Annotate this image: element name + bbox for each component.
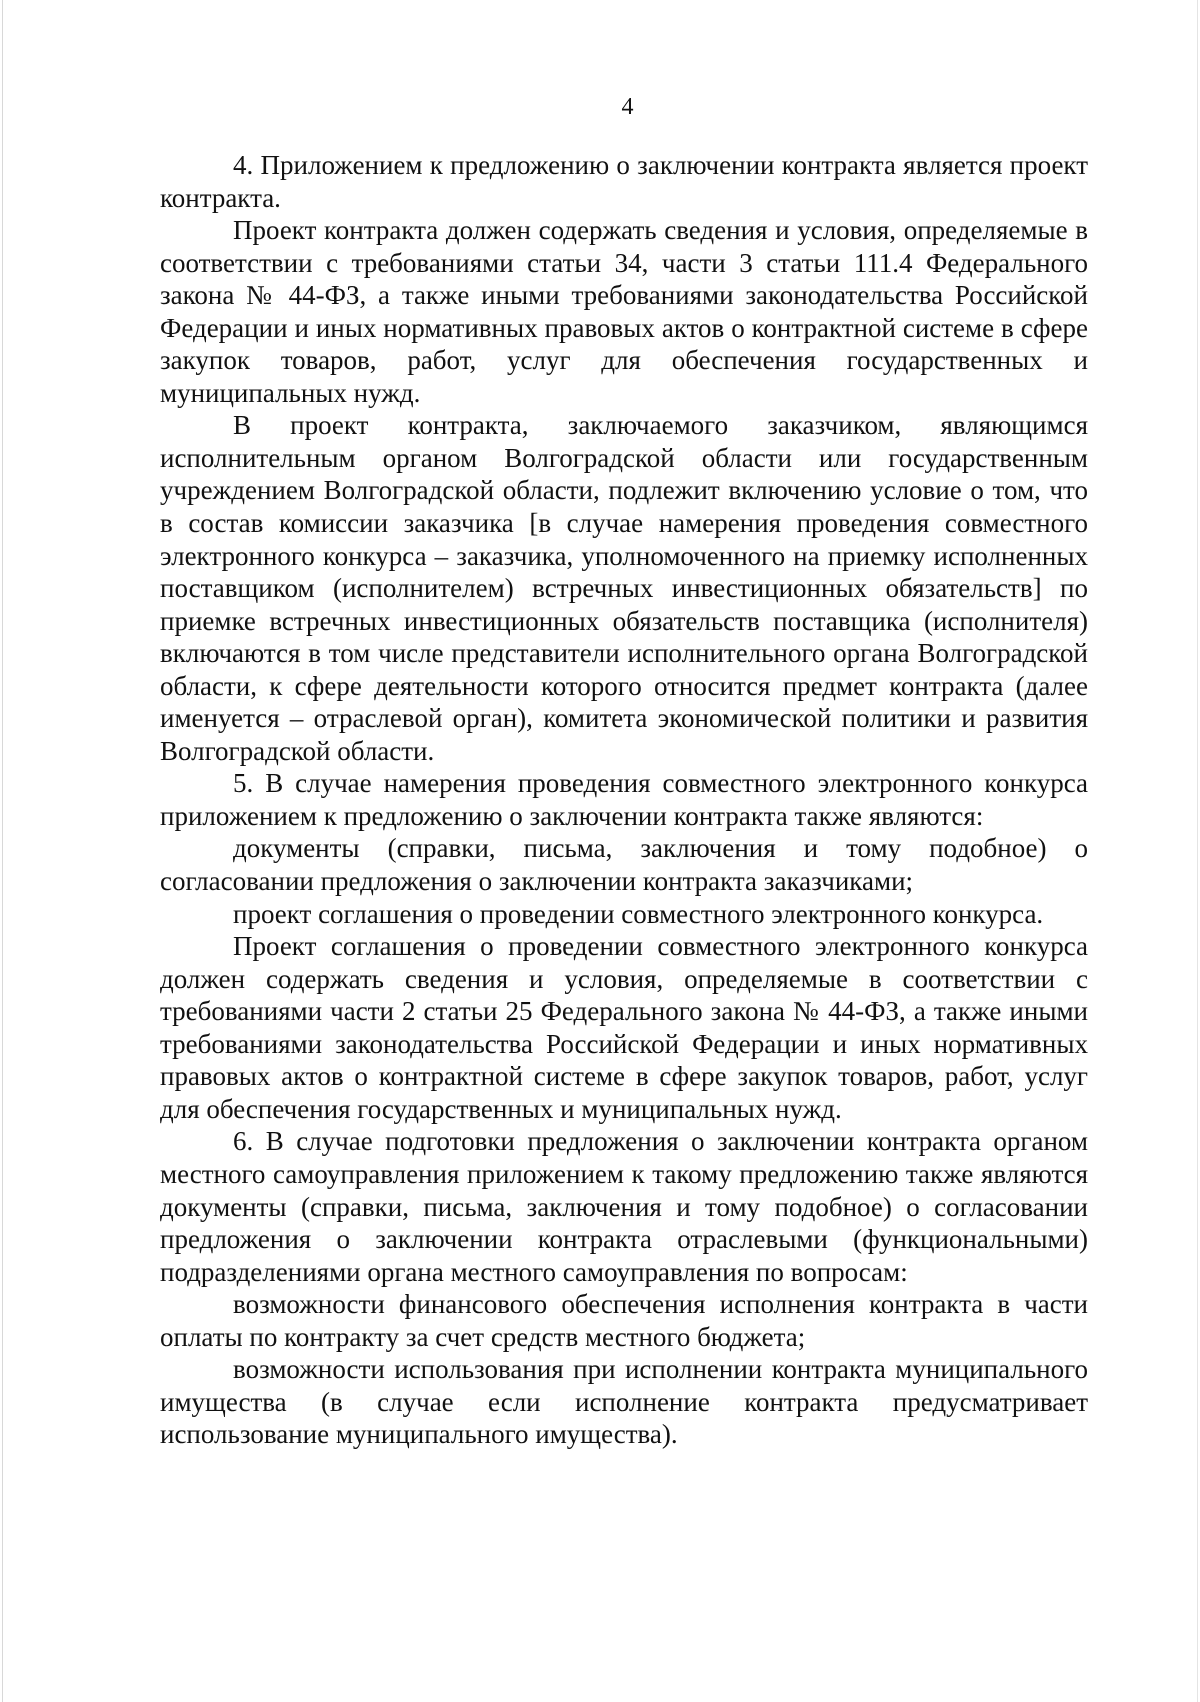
- paragraph-4-attachment: 4. Приложением к предложению о заключении контракта является проект контракта.: [160, 150, 1088, 213]
- scan-edge-left: [2, 0, 3, 1702]
- paragraph-commission-composition: В проект контракта, заключаемого заказчиком, являющимся исполнительным органом Волгоградской области или государственным учреждением Волгоградской области, подлежит включению условие о том, что в состав комиссии заказчика [в случае намерения проведения совместного электронного конкурса – заказчика, уполномоченного на приемку исполненных поставщиком (исполнителем) встречных инвестиционных обязательств] по приемке встречных инвестиционных обязательств поставщика (исполнителя) включаются в том числе представители исполнительного органа Волгоградской области, к сфере деятельности которого относится предмет контракта (далее именуется – отраслевой орган), комитета экономической политики и развития Волгоградской области.: [160, 410, 1088, 766]
- paragraph-financial-provision: возможности финансового обеспечения исполнения контракта в части оплаты по контракту за счет средств местного бюджета;: [160, 1289, 1088, 1352]
- paragraph-agreement-draft: проект соглашения о проведении совместного электронного конкурса.: [233, 898, 1044, 929]
- paragraph-6-local-government: 6. В случае подготовки предложения о заключении контракта органом местного самоуправления приложением к такому предложению также являются документы (справки, письма, заключения и тому подобное) о согласовании предложения о заключении контракта отраслевыми (функциональными) подразделениями органа местного самоуправления по вопросам:: [160, 1126, 1088, 1287]
- paragraph-5-joint-contest: 5. В случае намерения проведения совместного электронного конкурса приложением к предложению о заключении контракта также являются:: [160, 768, 1088, 831]
- paragraph-municipal-property: возможности использования при исполнении контракта муниципального имущества (в случае если исполнение контракта предусматривает использование муниципального имущества).: [160, 1354, 1088, 1450]
- paragraph-agreement-requirements: Проект соглашения о проведении совместного электронного конкурса должен содержать сведения и условия, определяемые в соответствии с требованиями части 2 статьи 25 Федерального закона № 44-ФЗ, а также иными требованиями законодательства Российской Федерации и иных нормативных правовых актов о контрактной системе в сфере закупок товаров, работ, услуг для обеспечения государственных и муниципальных нужд.: [160, 931, 1088, 1124]
- paragraph-approval-documents: документы (справки, письма, заключения и тому подобное) о согласовании предложения о заключении контракта заказчиками;: [160, 833, 1088, 897]
- document-body: [160, 149, 1088, 1451]
- page-number: 4: [621, 94, 634, 120]
- paragraph-contract-draft-requirements: Проект контракта должен содержать сведения и условия, определяемые в соответствии с требованиями статьи 34, части 3 статьи 111.4 Федерального закона № 44-ФЗ, а также иными требованиями законодательства Российской Федерации и иных нормативных правовых актов о контрактной системе в сфере закупок товаров, работ, услуг для обеспечения государственных и муниципальных нужд.: [160, 215, 1088, 408]
- scan-edge-right: [1197, 0, 1198, 1702]
